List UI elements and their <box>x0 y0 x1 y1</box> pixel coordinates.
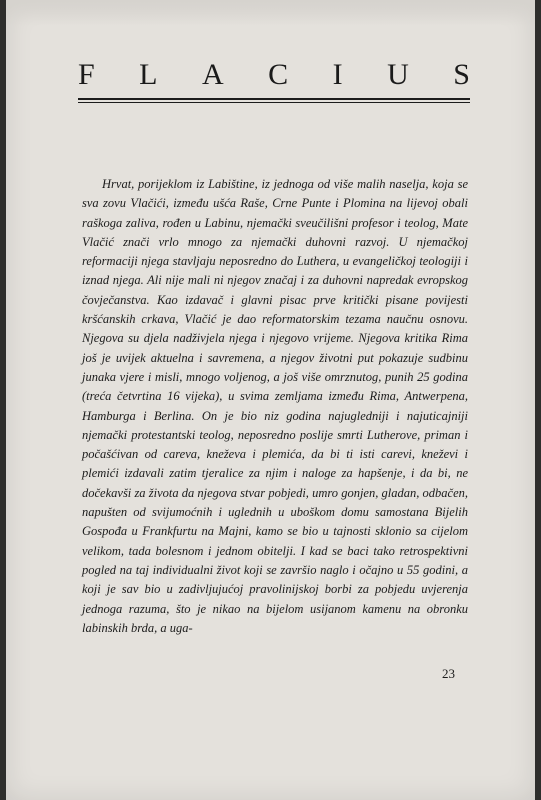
title-letter: A <box>201 58 224 91</box>
title-letter: I <box>332 58 343 91</box>
title-letter: F <box>78 58 95 91</box>
title-letter: C <box>268 58 289 91</box>
scan-shadow <box>6 0 535 26</box>
body-paragraph: Hrvat, porijeklom iz Labištine, iz jednoga od više malih naselja, koja se sva zovu Vlačići, između ušća Raše, Crne Punte i Plomina na lijevoj obali raškoga zaliva, rođen u Labinu, njemački sveučilišni profesor i teolog, Mate Vlačić znači vrlo mnogo za njemački duhovni razvoj. U njemačkoj reformaciji njega stavljaju neposredno do Luthera, u evangeličkoj teologiji i iznad njega. Ali nije mali ni njegov značaj i za duhovni napredak evropskog čovječanstva. Kao izdavač i glavni pisac prve kritički pisane povijesti kršćanskih crkava, Vlačić je dao reformatorskim tezama naučnu osnovu. Njegova su djela nadživjela njega i njegovo vrijeme. Njegova kritika Rima još je uvijek aktuelna i savremena, a njegov životni put pokazuje sudbinu junaka vjere i misli, mnogo voljenog, a još više omrznutog, punih 25 godina (treća četvrtina 16 vijeka), u svima zemljama između Rima, Antwerpena, Hamburga i Berlina. On je bio niz godina najugledniji i najuticajniji njemački protestantski teolog, neposredno poslije smrti Lutherove, priman i počašćivan od careva, kneževa i plemića, da bi ti isti carevi, kneževi i plemići izdavali zatim tjeralice za njim i naloge za hapšenje, i da bi, ne dočekavši za života da njegova stvar pobjedi, umro gonjen, gladan, odbačen, napušten od svijumoćnih i uglednih u uboškom domu samostana Bijelih Gospođa u Frankfurtu na Majni, kamo se bio u tajnosti sklonio sa cijelom velikom, tada bolesnom i jednom obitelji. I kad se baci tako retrospektivni pogled na taj individualni život koji se završio naglo i očajno u 55 godini, a koji je sav bio u zadivljujućoj pravolinijskoj borbi za pobjedu uvjerenja jednoga razuma, što je nikao na bijelom usijanom kamenu na obronku labinskih brda, a uga- <box>82 177 468 635</box>
chapter-title <box>78 58 470 92</box>
page-number: 23 <box>442 666 455 681</box>
title-rule-thick <box>78 98 470 100</box>
book-page <box>6 0 535 800</box>
title-rule-thin <box>78 102 470 103</box>
title-letter: S <box>453 58 470 91</box>
title-letter: U <box>387 58 409 91</box>
title-letter: L <box>139 58 158 91</box>
